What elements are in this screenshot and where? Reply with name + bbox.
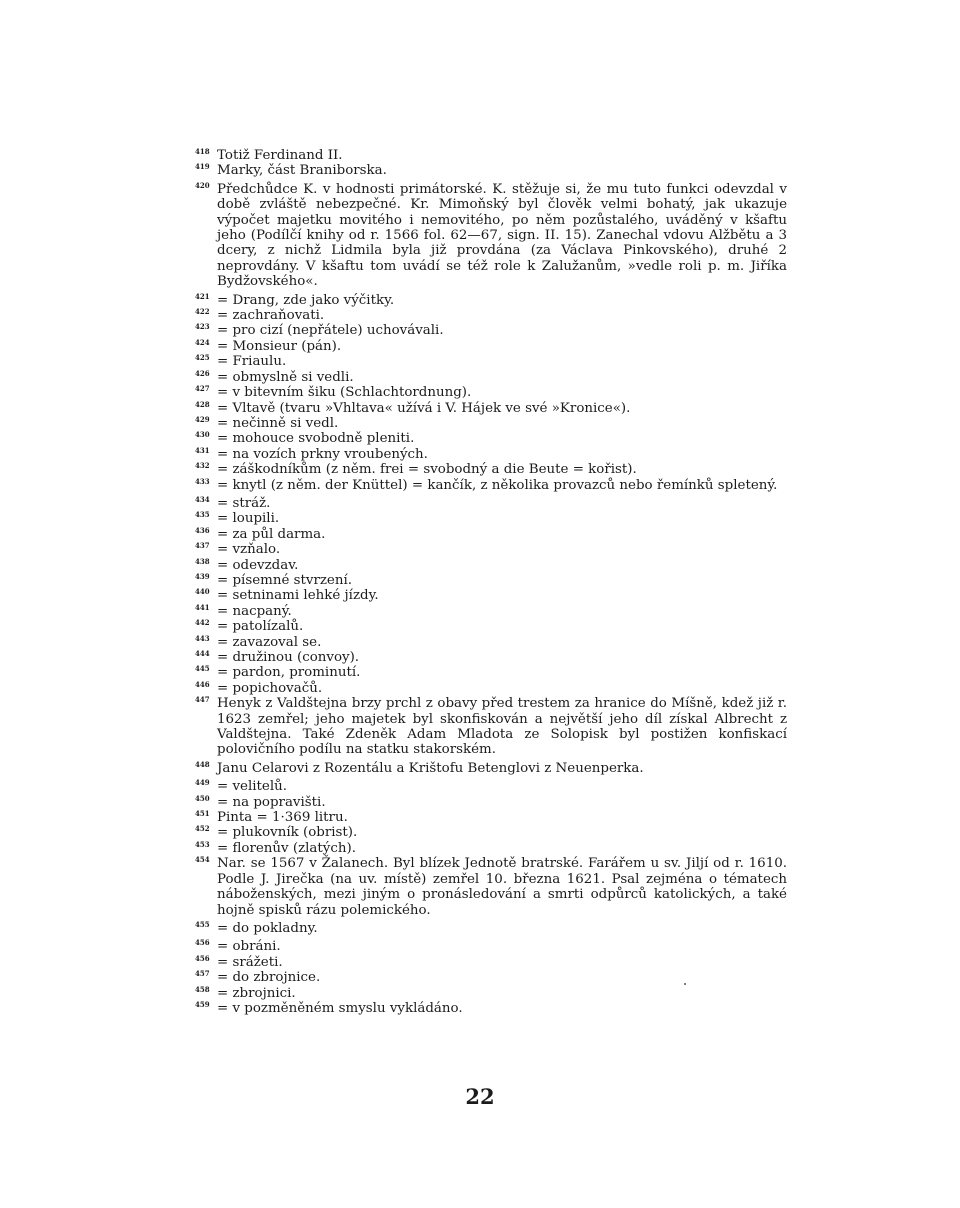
footnote-number: 432 <box>195 461 210 471</box>
footnote-text: Marky, část Braniborska. <box>217 163 387 179</box>
footnote-text: = velitelů. <box>217 779 288 795</box>
footnote-number: 458 <box>195 984 210 994</box>
footnote <box>195 795 787 810</box>
footnote <box>195 511 787 526</box>
footnote <box>195 1001 787 1016</box>
footnote <box>195 810 787 825</box>
footnote-text: = obmyslně si vedli. <box>217 369 354 385</box>
footnote-number: 448 <box>195 759 210 769</box>
footnote-text: = v pozměněném smyslu vykládáno. <box>217 1000 463 1016</box>
footnote-number: 435 <box>195 510 210 520</box>
footnote <box>195 339 787 354</box>
footnote-text: = setninami lehké jízdy. <box>217 588 379 604</box>
footnote <box>195 970 787 985</box>
footnote-text: = Vltavě (tvaru »Vhltava« užívá i V. Hájek ve své »Kronice«). <box>217 400 631 416</box>
footnote-number: 446 <box>195 679 210 689</box>
footnote <box>195 955 787 970</box>
footnote-number: 439 <box>195 571 210 581</box>
footnote-number: 445 <box>195 664 210 674</box>
footnote-text: = na popravišti. <box>217 794 326 810</box>
footnote <box>195 841 787 856</box>
footnote-number: 444 <box>195 649 210 658</box>
footnote-number: 442 <box>195 618 210 628</box>
footnote <box>195 558 787 573</box>
footnote-text: Totiž Ferdinand II. <box>217 148 343 163</box>
footnote-text: = popichovačů. <box>217 680 323 696</box>
footnote-text: = stráž. <box>217 495 271 511</box>
footnote-text: = písemné stvrzení. <box>217 572 352 588</box>
footnote <box>195 665 787 680</box>
footnote-number: 451 <box>195 809 210 819</box>
footnote-text: = srážeti. <box>217 954 283 970</box>
footnote-number: 459 <box>195 999 210 1009</box>
footnote-text: = knytl (z něm. der Knüttel) = kančík, z několika provazců nebo řemínků spletený. <box>217 477 778 493</box>
footnote-number: 419 <box>195 162 210 172</box>
footnote <box>195 921 787 936</box>
footnote-number: 449 <box>195 778 210 788</box>
footnote-number: 436 <box>195 525 210 535</box>
footnote-number: 441 <box>195 602 210 612</box>
footnote <box>195 939 787 954</box>
footnote-number: 452 <box>195 824 210 834</box>
footnote-text: = pardon, prominutí. <box>217 665 361 681</box>
footnote-number: 453 <box>195 839 210 849</box>
footnote-number: 426 <box>195 368 210 378</box>
footnote <box>195 478 787 493</box>
footnote-text: = nacpaný. <box>217 603 292 619</box>
footnote <box>195 308 787 323</box>
footnotes-list <box>195 148 787 1016</box>
footnote-number: 424 <box>195 337 210 347</box>
footnote <box>195 182 787 290</box>
footnote <box>195 635 787 650</box>
footnote-number: 429 <box>195 414 210 424</box>
footnote <box>195 323 787 338</box>
footnote-text: Předchůdce K. v hodnosti primátorské. K. stěžuje si, že mu tuto funkci odevzdal v době zvláště nebezpečné. Kr. Mimoňský byl člověk velmi bohatý, jak ukazuje výpočet majetku movitého i nemovitého, po něm pozůstalého, uváděný v kšaftu jeho (Podílčí knihy od r. 1566 fol. 62—67, sign. II. 15). Zanechal vdovu Alžbětu a 3 dcery, z nichž Lidmila byla již provdána (za Václava Pinkovského), druhé 2 neprovdány. V kšaftu tom uvádí se též role k Zalužanům, »vedle roli p. m. Jiříka Bydžovského«. <box>217 181 787 290</box>
footnote <box>195 650 787 665</box>
footnote <box>195 370 787 385</box>
footnote-text: = vzňalo. <box>217 542 281 558</box>
footnote-text: Nar. se 1567 v Žalanech. Byl blízek Jednotě bratrské. Farářem u sv. Jiljí od r. 1610. Podle J. Jirečka (na uv. místě) zemřel 10. března 1621. Psal zejména o tématech náboženských, mezi jiným o pronásledování a smrti odpůrců katolických, a také hojně spisků rázu polemického. <box>217 856 787 918</box>
footnote-text: = florenův (zlatých). <box>217 840 356 856</box>
scan-speck <box>684 983 686 985</box>
footnote <box>195 354 787 369</box>
page-number: 22 <box>465 1084 495 1109</box>
footnote <box>195 385 787 400</box>
footnote <box>195 619 787 634</box>
footnote-text: = na vozích prkny vroubených. <box>217 446 428 462</box>
footnote-number: 437 <box>195 541 210 551</box>
footnote-number: 456 <box>195 953 210 963</box>
footnote <box>195 163 787 178</box>
footnote-text: = za půl darma. <box>217 526 326 542</box>
footnote <box>195 986 787 1001</box>
footnote-number: 433 <box>195 476 210 486</box>
footnote-text: Henyk z Valdštejna brzy prchl z obavy před trestem za hranice do Míšně, kdež již r. 1623 zemřel; jeho majetek byl skonfiskován a největší jeho díl získal Albrecht z Valdštejna. Také Zdeněk Adam Mladota ze Solopisk byl postižen konfiskací polovičního podílu na statku stakorském. <box>217 696 787 758</box>
footnote-number: 450 <box>195 793 210 803</box>
footnote-text: = mohouce svobodně pleniti. <box>217 431 415 447</box>
footnote <box>195 527 787 542</box>
footnote-text: = obráni. <box>217 939 281 955</box>
footnote-text: = pro cizí (nepřátele) uchovávali. <box>217 323 444 339</box>
footnote-number: 421 <box>195 291 210 301</box>
footnote <box>195 779 787 794</box>
footnote-number: 455 <box>195 919 210 929</box>
footnote-number: 430 <box>195 430 210 440</box>
footnote <box>195 148 787 163</box>
footnote <box>195 542 787 557</box>
footnote-text: Janu Celarovi z Rozentálu a Krištofu Betenglovi z Neuenperka. <box>217 760 644 776</box>
footnote <box>195 416 787 431</box>
footnote-number: 418 <box>195 147 210 156</box>
footnote-number: 422 <box>195 307 210 317</box>
footnote-text: = zbrojnici. <box>217 985 296 1001</box>
footnote-number: 443 <box>195 633 210 643</box>
footnote <box>195 856 787 918</box>
footnote-text: = do zbrojnice. <box>217 970 321 986</box>
footnote <box>195 431 787 446</box>
footnote <box>195 588 787 603</box>
footnote-number: 420 <box>195 180 210 190</box>
footnote-number: 438 <box>195 556 210 566</box>
footnote-number: 428 <box>195 399 210 409</box>
footnote-text: = Monsieur (pán). <box>217 338 342 354</box>
footnote-number: 457 <box>195 969 210 979</box>
footnote <box>195 462 787 477</box>
footnote <box>195 604 787 619</box>
footnote <box>195 761 787 776</box>
footnote <box>195 681 787 696</box>
footnote <box>195 401 787 416</box>
footnote-text: = v bitevním šiku (Schlachtordnung). <box>217 385 472 401</box>
footnote-text: = odevzdav. <box>217 557 299 573</box>
footnote-number: 427 <box>195 384 210 394</box>
footnote-text: = družinou (convoy). <box>217 650 360 665</box>
footnote-text: = loupili. <box>217 511 280 527</box>
footnote-number: 425 <box>195 353 210 363</box>
footnote <box>195 696 787 758</box>
footnote <box>195 447 787 462</box>
footnote <box>195 573 787 588</box>
footnote-number: 456 <box>195 938 210 948</box>
footnote-number: 431 <box>195 445 210 455</box>
footnote-text: = do pokladny. <box>217 920 318 936</box>
footnote-number: 447 <box>195 695 210 705</box>
footnote-number: 454 <box>195 855 210 865</box>
footnote <box>195 293 787 308</box>
footnote-text: = plukovník (obrist). <box>217 825 358 841</box>
footnote-text: = nečinně si vedl. <box>217 415 339 431</box>
footnote-text: Pinta = 1·369 litru. <box>217 810 348 826</box>
footnote-text: = zavazoval se. <box>217 634 322 650</box>
footnote-number: 423 <box>195 322 210 332</box>
footnote-number: 434 <box>195 494 210 504</box>
footnote-text: = patolízalů. <box>217 619 304 635</box>
footnote-text: = zachraňovati. <box>217 308 325 324</box>
footnote <box>195 496 787 511</box>
footnote-text: = Friaulu. <box>217 354 287 370</box>
footnote-text: = Drang, zde jako výčitky. <box>217 292 395 308</box>
footnote <box>195 825 787 840</box>
footnote-text: = záškodníkům (z něm. frei = svobodný a die Beute = kořist). <box>217 462 637 478</box>
footnote-number: 440 <box>195 587 210 597</box>
